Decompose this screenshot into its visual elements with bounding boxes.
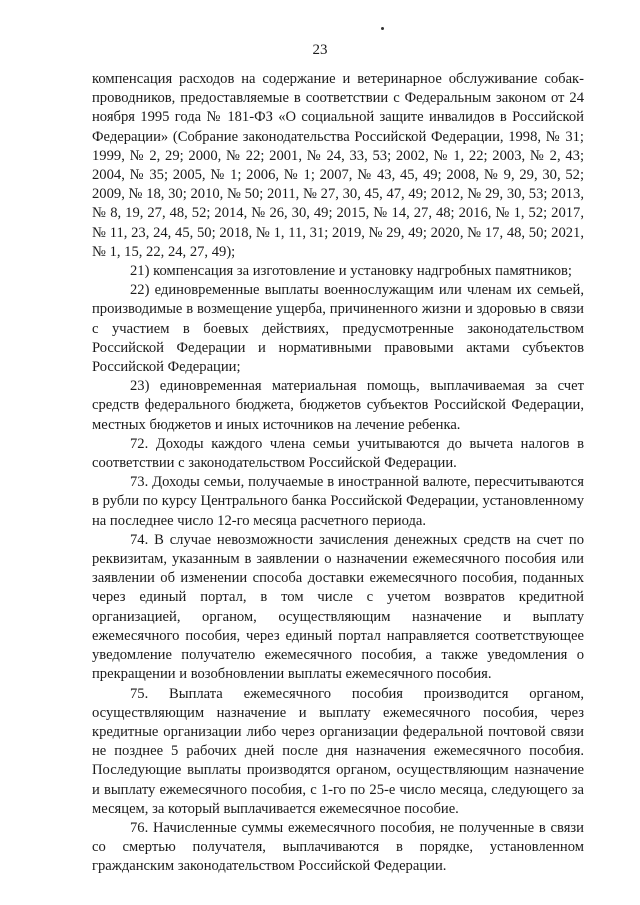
paragraph-75: 75. Выплата ежемесячного пособия производится органом, осуществляющим назначение и выплату ежемесячного пособия, через кредитные организации либо через организации федеральной почтовой связи не позднее 5 рабочих дней после дня назначения ежемесячного пособия. Последующие выплаты производятся органом, осуществляющим назначение и выплату ежемесячного пособия, с 1-го по 25-е число месяца, следующего за месяцем, за который выплачивается ежемесячное пособие. [92, 685, 584, 817]
paragraph-item-21: 21) компенсация за изготовление и установку надгробных памятников; [130, 263, 572, 280]
paragraph-73: 73. Доходы семьи, получаемые в иностранной валюте, пересчитываются в рубли по курсу Центрального банка Российской Федерации, установленному на последнее число 12-го месяца расчетного периода. [92, 474, 584, 529]
paragraph-continuation: компенсация расходов на содержание и ветеринарное обслуживание собак-проводников, предоставляемые в соответствии с Федеральным законом от 24 ноября 1995 года № 181-ФЗ «О социальной защите инвалидов в Российской Федерации» (Собрание законодательства Российской Федерации, 1998, № 31; 1999, № 2, 29; 2000, № 22; 2001, № 24, 33, 53; 2002, № 1, 22; 2003, № 2, 43; 2004, № 35; 2005, № 1; 2006, № 1; 2007, № 43, 45, 49; 2008, № 9, 29, 30, 52; 2009, № 18, 30; 2010, № 50; 2011, № 27, 30, 45, 47, 49; 2012, № 29, 30, 53; 2013, № 8, 19, 27, 48, 52; 2014, № 26, 30, 49; 2015, № 14, 27, 48; 2016, № 1, 52; 2017, № 11, 23, 24, 45, 50; 2018, № 1, 11, 31; 2019, № 29, 49; 2020, № 17, 48, 50; 2021, № 1, 15, 22, 24, 27, 49); [92, 71, 584, 260]
paragraph-76: 76. Начисленные суммы ежемесячного пособия, не полученные в связи со смертью получателя, выплачиваются в порядке, установленном гражданским законодательством Российской Федерации. [92, 819, 584, 875]
paragraph-74: 74. В случае невозможности зачисления денежных средств на счет по реквизитам, указанным в заявлении о назначении ежемесячного пособия или заявлении об изменении способа доставки ежемесячного пособия, поданных через единый портал, в том числе с учетом возвратов кредитной организацией, органом, осуществляющим назначение и выплату ежемесячного пособия, через единый портал направляется соответствующее уведомление получателю ежемесячного пособия, а также уведомления о прекращении и возобновлении выплаты ежемесячного пособия. [92, 531, 584, 683]
page-number: 23 [312, 42, 328, 58]
paragraph-72: 72. Доходы каждого члена семьи учитываются до вычета налогов в соответствии с законодательством Российской Федерации. [92, 435, 584, 472]
paragraph-item-22: 22) единовременные выплаты военнослужащим или членам их семьей, производимые в возмещение ущерба, причиненного жизни и здоровью в связи с участием в боевых действиях, предусмотренные законодательством Российской Федерации и нормативными правовыми актами субъектов Российской Федерации; [92, 282, 584, 376]
paragraph-item-23: 23) единовременная материальная помощь, выплачиваемая за счет средств федерального бюджета, бюджетов субъектов Российской Федерации, местных бюджетов и иных источников на лечение ребенка. [92, 378, 584, 433]
scan-dot-mark [381, 27, 384, 30]
document-body [92, 70, 584, 877]
